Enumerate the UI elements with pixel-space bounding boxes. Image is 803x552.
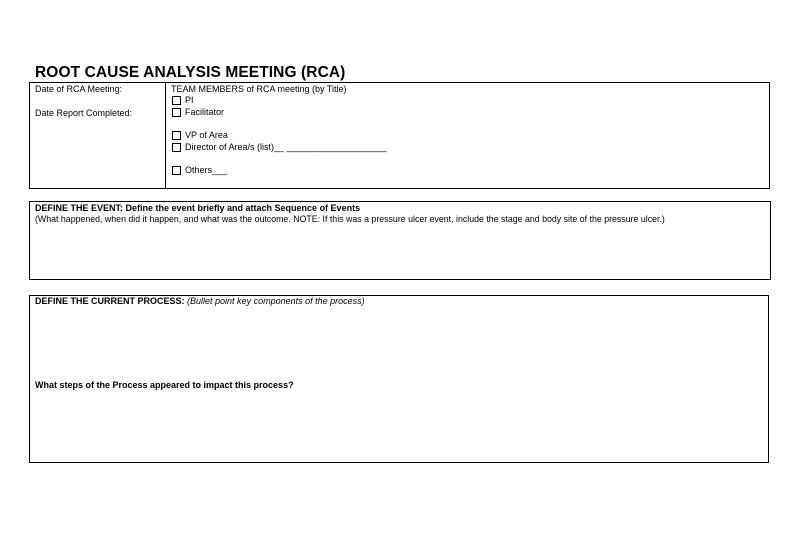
define-process-heading: DEFINE THE CURRENT PROCESS: [35,296,185,306]
facilitator-checkbox[interactable] [172,108,181,117]
meeting-info-box [29,82,770,189]
column-divider [165,83,166,188]
vp-of-area-label: VP of Area [185,130,228,140]
define-event-box [29,201,771,280]
date-of-meeting-label: Date of RCA Meeting: [35,84,123,94]
pi-checkbox[interactable] [172,96,181,105]
others-checkbox[interactable] [172,166,181,175]
define-event-heading: DEFINE THE EVENT: Define the event briefly and attach Sequence of Events [35,203,361,213]
team-members-heading: TEAM MEMBERS of RCA meeting (by Title) [171,84,347,94]
define-process-heading-line [35,296,365,307]
define-event-instructions: (What happened, when did it happen, and what was the outcome. NOTE: If this was a pressure ulcer event, include the stage and body site of the pressure ulcer.) [35,214,665,224]
define-process-box [29,295,769,463]
process-steps-question: What steps of the Process appeared to impact this process? [35,380,294,390]
date-report-completed-label: Date Report Completed: [35,108,133,118]
pi-label: PI [185,95,194,105]
others-label: Others___ [185,165,228,175]
director-label: Director of Area/s (list)__ ____________________ [185,142,387,152]
define-process-note: (Bullet point key components of the process) [187,296,365,306]
facilitator-label: Facilitator [185,107,225,117]
page-title: ROOT CAUSE ANALYSIS MEETING (RCA) [35,64,346,81]
vp-of-area-checkbox[interactable] [172,131,181,140]
director-checkbox[interactable] [172,143,181,152]
